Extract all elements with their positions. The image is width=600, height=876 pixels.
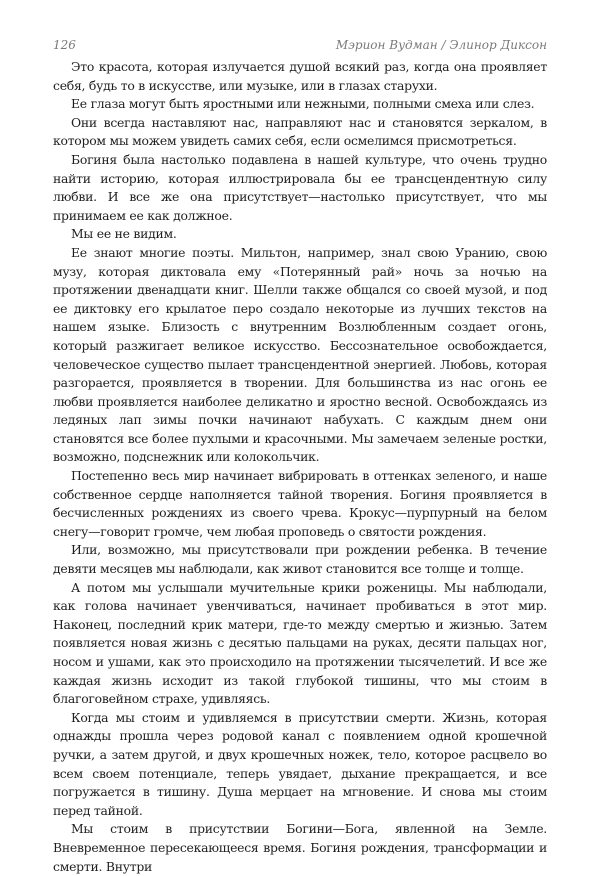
running-title-authors: Мэрион Вудман / Элинор Диксон [335, 38, 547, 52]
paragraph: Богиня была настолько подавлена в нашей культуре, что очень трудно найти историю, которая иллюстрировала бы ее трансцендентную силу любви. И все же она присутствует—настолько присутствует, что мы принимаем ее как должное. [53, 151, 547, 223]
paragraph: А потом мы услышали мучительные крики роженицы. Мы наблюдали, как голова начинает увенчиваться, начинает пробиваться в этот мир. Наконец, последний крик матери, где-то между смертью и жизнью. Затем появляется новая жизнь с десятью пальцами на руках, десяти пальцах ног, носом и ушами, как это происходило на протяжении тысячелетий. И все же каждая жизнь исходит из такой глубокой тишины, что мы стоим в благоговейном страхе, удивляясь. [53, 579, 547, 707]
paragraph: Ее знают многие поэты. Мильтон, например, знал свою Уранию, свою музу, которая диктовала ему «Потерянный рай» ночь за ночью на протяжении двенадцати книг. Шелли также общался со своей музой, и под ее диктовку его крылатое перо создало некоторые из лучших текстов на нашем языке. Близость с внутренним Возлюбленным создает огонь, который разжигает великое искусство. Бессознательное освобождается, человеческое существо пылает трансцендентной энергией. Любовь, которая разгорается, проявляется в творении. Для большинства из нас огонь ее любви проявляется наиболее деликатно и яростно весной. Освобождаясь из ледяных лап зимы почки начинают набухать. С каждым днем они становятся все более пухлыми и красочными. Мы замечаем зеленые ростки, возможно, подснежник или колокольчик. [53, 244, 547, 465]
paragraph: Ее глаза могут быть яростными или нежными, полными смеха или слез. [71, 96, 535, 112]
body-text [53, 58, 547, 876]
paragraph: Или, возможно, мы присутствовали при рождении ребенка. В течение девяти месяцев мы наблюдали, как живот становится все толще и толще. [53, 542, 547, 577]
paragraph: Мы ее не видим. [71, 226, 177, 242]
paragraph: Это красота, которая излучается душой всякий раз, когда она проявляет себя, будь то в искусстве, или музыке, или в глазах старухи. [53, 59, 547, 93]
paragraph: Они всегда наставляют нас, направляют нас и становятся зеркалом, в котором мы можем увидеть самих себя, если осмелимся присмотреться. [53, 114, 547, 149]
paragraph: Мы стоим в присутствии Богини—Бога, явленной на Земле. Вневременное пересекающееся время. Богиня рождения, трансформации и смерти. Внутри [53, 821, 547, 874]
book-page [53, 34, 547, 876]
paragraph: Когда мы стоим и удивляемся в присутствии смерти. Жизнь, которая однажды прошла через родовой канал с появлением одной крошечной ручки, а затем другой, и двух крошечных ножек, тело, которое расцвело во всем своем потенциале, теперь увядает, дыхание прекращается, и все погружается в тишину. Душа мерцает на мгновение. И снова мы стоим перед тайной. [53, 709, 547, 818]
paragraph: Постепенно весь мир начинает вибрировать в оттенках зеленого, и наше собственное сердце наполняется тайной творения. Богиня проявляется в бесчисленных рождениях из своего чрева. Крокус—пурпурный на белом снегу—говорит громче, чем любая проповедь о святости рождения. [53, 468, 547, 539]
page-number: 126 [53, 38, 76, 52]
running-header [53, 34, 547, 56]
